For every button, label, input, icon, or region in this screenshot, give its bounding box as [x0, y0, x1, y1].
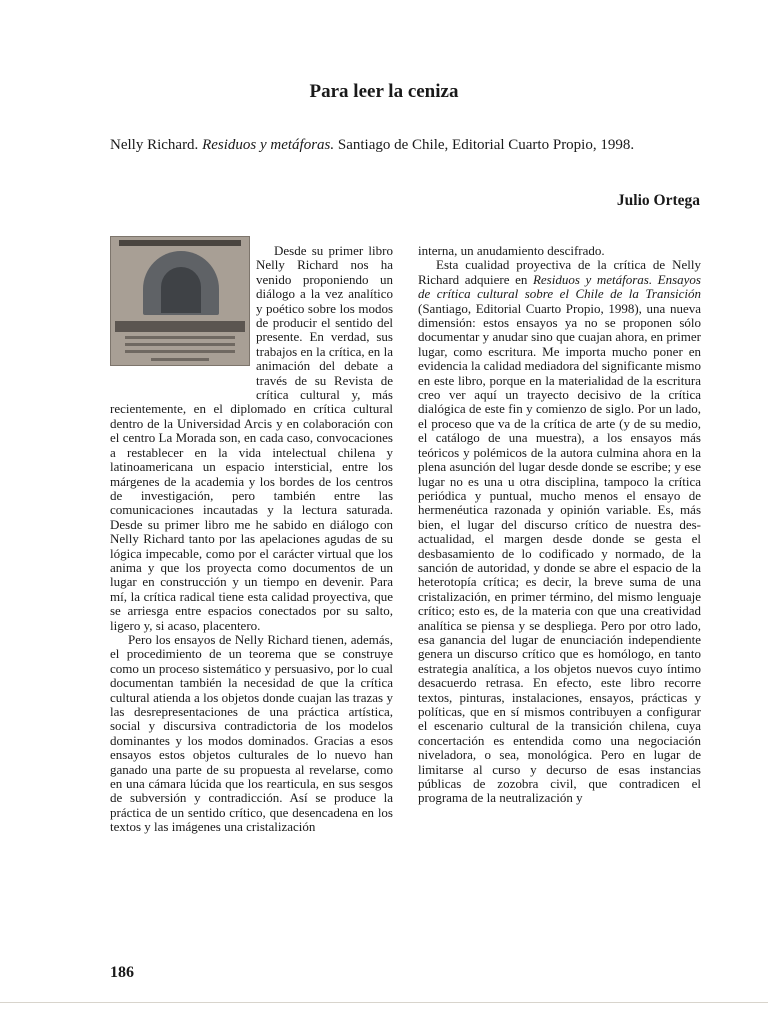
- citation-author: Nelly Richard.: [110, 137, 199, 153]
- book-citation: [110, 136, 702, 155]
- body-paragraph: [418, 258, 701, 805]
- body-paragraph: Desde su primer libro Nelly Richard nos ha venido proponiendo un diálogo a la vez analítico y poético sobre los modos de producir el sentido del presente. En verdad, sus trabajos en la crítica, en la animación del debate a través de su Revista de crítica cultural y, más recientemente, en el diplomado en crítica cultural dentro de la Universidad Arcis y en colaboración con el centro La Morada son, en cada caso, convocaciones a restablecer en la vida intelectual chilena y latinoamericana un espacio intersticial, entre los márgenes de la academia y los bordes de los centros de investigación, pero también entre las comunicaciones incautadas y la lectura saturada. Desde su primer libro me he sabido en diálogo con Nelly Richard tanto por las apelaciones agudas de su lógica impecable, como por el carácter virtual que los anima y que los proyecta como documentos de un lugar en construcción y un tiempo en devenir. Para mí, la crítica radical tiene esta calidad proyectiva, que se arriesga entre espacios conectados por su salto, ligero y, si acaso, placentero.: [110, 243, 393, 633]
- page-bottom-edge: [0, 1002, 768, 1003]
- page-number: 186: [110, 964, 134, 981]
- citation-book-title: Residuos y metáforas.: [202, 137, 335, 153]
- body-paragraph: Pero los ensayos de Nelly Richard tienen, además, el procedimiento de un teorema que se construye como un proceso sistemático y persuasivo, por lo cual documentan también la necesidad de que la crítica cultural atienda a los objetos donde cuajan las trazas y las desrepresentaciones de una práctica artística, social y discursiva contradictoria de los modelos dominantes y los modos dominados. Gracias a esos ensayos estos objetos culturales de lo nuevo han ganado una parte de su propuesta al revelarse, como en una cámara lúcida que los rearticula, en sus sesgos de subversión y contradicción. Así se produce la práctica de un sentido crítico, que desencadena en los textos y las imágenes una cristalización: [110, 631, 393, 835]
- body-column-right: [418, 244, 701, 806]
- paragraph-text: (Santiago, Editorial Cuarto Propio, 1998), una nueva dimensión: estos ensayos ya no se proponen sólo documentar y anudar sino que cuajan ahora, en primer lugar, como escritura. Me importa mucho poner en evidencia la calidad mediadora del significante mismo en este libro, porque en la materialidad de la escritura creo ver aquí un trayecto decisivo de la crítica dialógica de este fin y comienzo de siglo. Por un lado, el proceso que va de la crítica de arte (y de su medio, el catálogo de una muestra), a los ensayos más teóricos y polémicos de la autora culmina ahora en la plena asunción del lugar desde donde se escribe; y ese lugar no es una u otra disciplina, tampoco la crítica periódica y puntual, mucho menos el ensayo de hermenéutica razonada y opinión variable. Es, más bien, el lugar del discurso crítico de nuestra des-actualidad, el margen desde donde se gesta el desbasamiento de lo codificado y normado, de la sanción de autoridad, y donde se abre el espacio de la heterotopía crítica; es decir, la breve suma de una cristalización, en primer término, del mismo lenguaje crítico; esto es, de la materia con que una creatividad analítica se piensa y se despliega. Pero por otro lado, esa ganancia del lugar de enunciación independiente genera un discurso crítico que es homólogo, en tanto estrategia analítica, a los objetos nuevos cuyo íntimo desacuerdo retrasa. En efecto, este libro recorre textos, pinturas, instalaciones, ensayos, prácticas y políticas, que en sí mismos contribuyen a configurar el escenario cultural de la transición chilena, cuya concertación es entendida como una negociación niveladora, o sea, monológica. Pero en lugar de limitarse al curso y decurso de esas instancias públicas de zozobra civil, que contradicen el programa de la neutralización y: [418, 300, 702, 806]
- cover-float-spacer: [110, 244, 256, 390]
- body-column-left: [110, 244, 393, 835]
- body-paragraph: interna, un anudamiento descifrado.: [418, 243, 605, 258]
- citation-publisher: Santiago de Chile, Editorial Cuarto Propio, 1998.: [337, 137, 635, 153]
- book-title-italic: Residuos y metáforas. Ensayos de crítica cultural sobre el Chile de la Transición: [418, 271, 701, 302]
- article-title: Para leer la ceniza: [309, 81, 459, 102]
- paragraph-text: Esta cualidad proyectiva de la crítica de Nelly Richard adquiere en: [418, 257, 701, 287]
- article-author: Julio Ortega: [616, 192, 700, 209]
